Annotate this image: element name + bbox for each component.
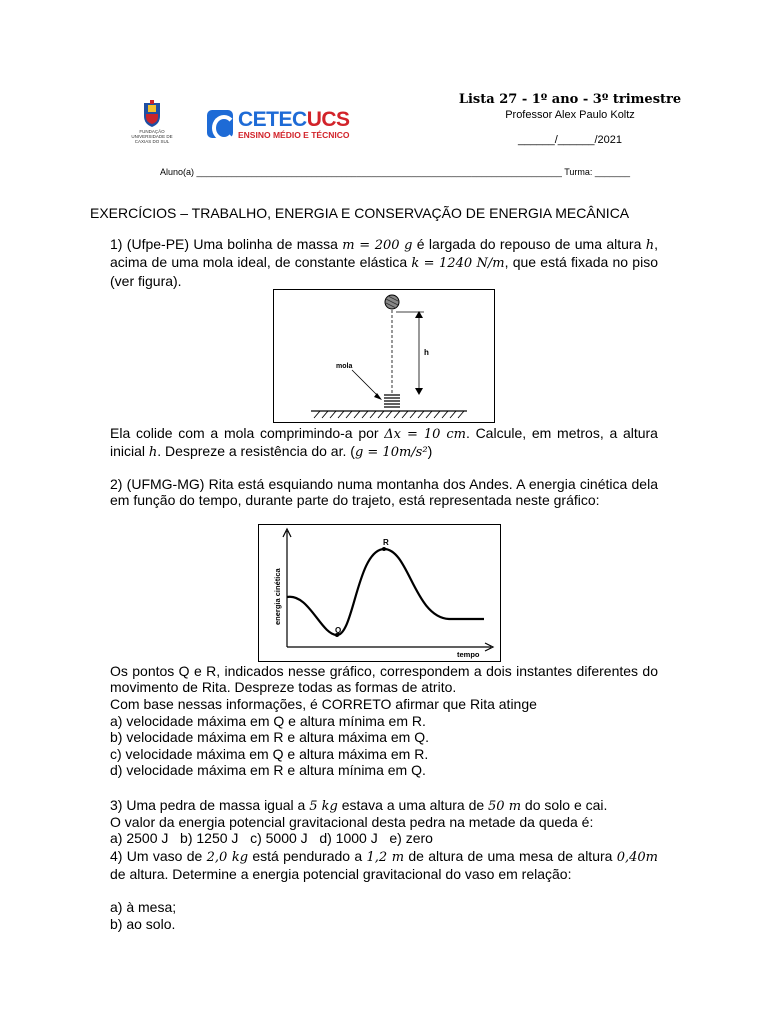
student-line: Aluno(a) _________________________________________________________________________ Turma: _______ [160,167,630,177]
spring-figure [273,289,495,423]
option-a: a) velocidade máxima em Q e altura mínima em R. [110,713,426,729]
logo-name: CETECUCS [238,108,350,131]
page-title: EXERCÍCIOS – TRABALHO, ENERGIA E CONSERVAÇÃO DE ENERGIA MECÂNICA [90,205,630,221]
question-1-text-2: Ela colide com a mola comprimindo-a por Δx = 10 cm. Calcule, em metros, a altura inicial h. Despreze a resistência do ar. (g = 10m/s²) [110,425,658,461]
point-r [382,547,386,551]
spring-diagram [274,290,494,422]
question-2-text: Os pontos Q e R, indicados nesse gráfico, correspondem a dois instantes diferentes do movimento de Rita. Despreze todas as formas de atrito. [110,663,658,696]
question-4-option-a: a) à mesa; [110,899,177,915]
question-2-prompt: Com base nessas informações, é CORRETO afirmar que Rita atinge [110,696,537,712]
cetec-ucs-logo [207,108,350,142]
question-3-text-2: O valor da energia potencial gravitacional desta pedra na metade da queda é: [110,814,594,830]
y-axis-label: energia cinética [273,568,282,625]
logo-subtitle: ENSINO MÉDIO E TÉCNICO [238,130,350,140]
graph-svg [259,525,500,661]
kinetic-energy-graph [258,524,501,662]
question-3-text: 3) Uma pedra de massa igual a 5 kg estava a uma altura de 50 m do solo e cai. [110,797,608,814]
seal-shield-icon [142,100,162,128]
option-d: d) velocidade máxima em R e altura mínima em Q. [110,762,426,778]
list-title: Lista 27 - 1º ano - 3º trimestre [458,92,682,107]
fig-mola-label: mola [336,363,353,370]
label-r: R [383,538,389,547]
question-3-options: a) 2500 J b) 1250 J c) 5000 J d) 1000 J e) zero [110,830,433,846]
cetec-c-icon [207,110,233,138]
option-b: b) velocidade máxima em R e altura máxima em Q. [110,729,429,745]
university-seal-logo [124,100,180,148]
question-2-intro: 2) (UFMG-MG) Rita está esquiando numa montanha dos Andes. A energia cinética dela em função do tempo, durante parte do trajeto, está representada neste gráfico: [110,476,658,509]
energy-curve [287,549,484,635]
question-4-text: 4) Um vaso de 2,0 kg está pendurado a 1,2 m de altura de uma mesa de altura 0,40m de altura. Determine a energia potencial gravitacional do vaso em relação: [110,848,659,883]
x-axis-label: tempo [457,650,480,659]
question-4-option-b: b) ao solo. [110,916,176,932]
option-c: c) velocidade máxima em Q e altura máxima em R. [110,746,429,762]
question-1-text: 1) (Ufpe-PE) Uma bolinha de massa m = 200 g é largada do repouso de uma altura h, acima de uma mola ideal, de constante elástica k = 1240 N/m, que está fixada no piso (ver figura). [110,236,658,289]
seal-caption: FUNDAÇÃO UNIVERSIDADE DE CAXIAS DO SUL [131,129,173,144]
date-line: ______/______/2021 [518,134,622,146]
fig-h-label: h [424,348,429,357]
label-q: Q [335,626,342,635]
professor-name: Professor Alex Paulo Koltz [505,109,635,121]
